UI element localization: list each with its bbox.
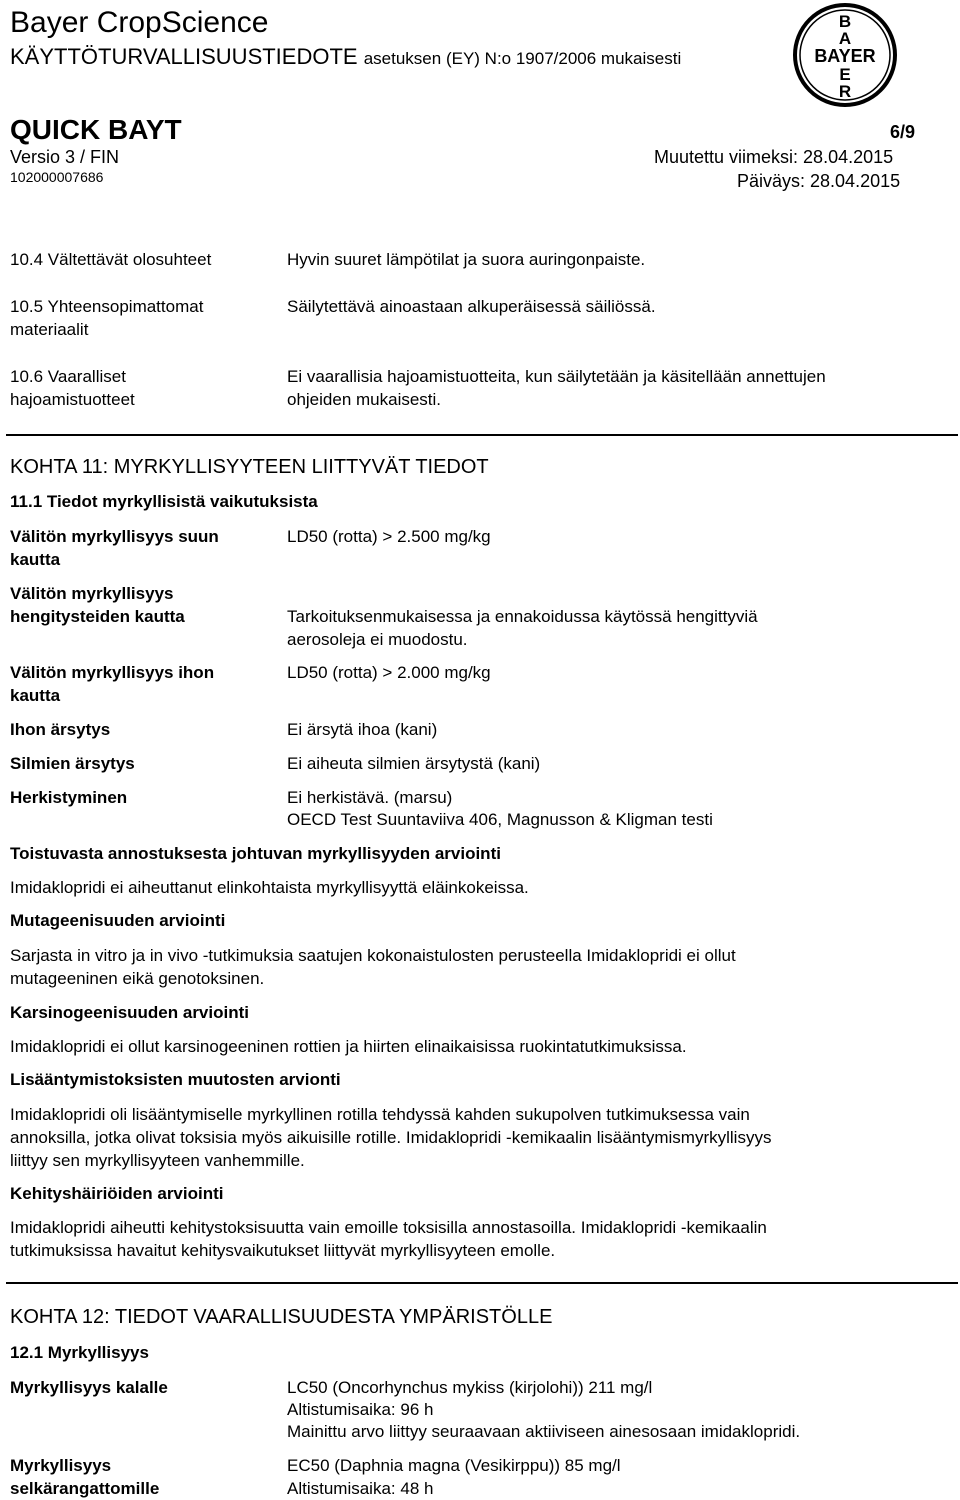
- row-label-10-6-line2: hajoamistuotteet: [10, 390, 135, 409]
- row-value-10-6-line1: Ei vaarallisia hajoamistuotteita, kun säilytetään ja käsitellään annettujen: [287, 367, 826, 386]
- repeated-dose-text: Imidaklopridi ei aiheuttanut elinkohtaista myrkyllisyyttä eläinkokeissa.: [10, 878, 529, 897]
- repeated-dose-heading: Toistuvasta annostuksesta johtuvan myrkyllisyyden arviointi: [10, 844, 501, 863]
- document-type: KÄYTTÖTURVALLISUUSTIEDOTE: [10, 44, 358, 69]
- document-title: [10, 44, 681, 70]
- row-label-10-4: 10.4 Vältettävät olosuhteet: [10, 250, 212, 269]
- product-name: QUICK BAYT: [10, 114, 182, 145]
- logo-letter-b: B: [838, 12, 852, 31]
- section-divider: [6, 434, 958, 436]
- tox-value-dermal: LD50 (rotta) > 2.000 mg/kg: [287, 663, 491, 682]
- reproductive-text-line2: annoksilla, jotka olivat toksisia myös aikuisille rotille. Imidaklopridi -kemikaalin lisääntymismyrkyllisyys: [10, 1128, 772, 1147]
- mutagenicity-text-line2: mutageeninen eikä genotoksinen.: [10, 969, 265, 988]
- row-label-10-5-line1: 10.5 Yhteensopimattomat: [10, 297, 204, 316]
- tox-label-inhalation-line1: Välitön myrkyllisyys: [10, 584, 174, 603]
- carcinogenicity-heading: Karsinogeenisuuden arviointi: [10, 1003, 249, 1022]
- tox-value-eye-irritation: Ei aiheuta silmien ärsytystä (kani): [287, 754, 541, 773]
- logo-letter-r: R: [838, 82, 852, 101]
- tox-value-oral: LD50 (rotta) > 2.500 mg/kg: [287, 527, 491, 546]
- reproductive-text-line3: liittyy sen myrkyllisyyteen vanhemmille.: [10, 1151, 305, 1170]
- version-info: Versio 3 / FIN: [10, 147, 120, 167]
- tox-label-dermal-line2: kautta: [10, 686, 61, 705]
- eco-value-fish-line2: Altistumisaika: 96 h: [287, 1400, 434, 1419]
- developmental-heading: Kehityshäiriöiden arviointi: [10, 1184, 224, 1203]
- tox-value-inhalation-line1: Tarkoituksenmukaisessa ja ennakoidussa käytössä hengittyviä: [287, 607, 758, 626]
- print-date: Päiväys: 28.04.2015: [737, 171, 901, 191]
- regulation-text: asetuksen (EY) N:o 1907/2006 mukaisesti: [363, 49, 682, 68]
- tox-label-eye-irritation: Silmien ärsytys: [10, 754, 135, 773]
- tox-value-skin-irritation: Ei ärsytä ihoa (kani): [287, 720, 438, 739]
- tox-label-skin-irritation: Ihon ärsytys: [10, 720, 111, 739]
- eco-label-invertebrates-line1: Myrkyllisyys: [10, 1456, 112, 1475]
- developmental-text-line2: tutkimuksissa havaitut kehitysvaikutukset liittyvät myrkyllisyyteen emolle.: [10, 1241, 556, 1260]
- row-value-10-6-line2: ohjeiden mukaisesti.: [287, 390, 442, 409]
- reproductive-text-line1: Imidaklopridi oli lisääntymiselle myrkyllinen rotilla tehdyssä kahden sukupolven tutkimuksessa vain: [10, 1105, 750, 1124]
- row-label-10-5-line2: materiaalit: [10, 320, 89, 339]
- tox-label-sensitization: Herkistyminen: [10, 788, 128, 807]
- row-value-10-5: Säilytettävä ainoastaan alkuperäisessä säiliössä.: [287, 297, 656, 316]
- row-label-10-6-line1: 10.6 Vaaralliset: [10, 367, 126, 386]
- eco-label-fish: Myrkyllisyys kalalle: [10, 1378, 168, 1397]
- tox-label-dermal-line1: Välitön myrkyllisyys ihon: [10, 663, 215, 682]
- section-12-title: KOHTA 12: TIEDOT VAARALLISUUDESTA YMPÄRISTÖLLE: [10, 1306, 553, 1328]
- tox-label-inhalation-line2: hengitysteiden kautta: [10, 607, 185, 626]
- page-number: 6/9: [890, 122, 916, 142]
- tox-value-sensitization-line2: OECD Test Suuntaviiva 406, Magnusson & Kligman testi: [287, 810, 713, 829]
- tox-label-oral-line2: kautta: [10, 550, 61, 569]
- section-11-title: KOHTA 11: MYRKYLLISYYTEEN LIITTYVÄT TIEDOT: [10, 456, 489, 478]
- row-value-10-4: Hyvin suuret lämpötilat ja suora auringonpaiste.: [287, 250, 646, 269]
- reproductive-heading: Lisääntymistoksisten muutosten arvionti: [10, 1070, 341, 1089]
- eco-value-fish-line1: LC50 (Oncorhynchus mykiss (kirjolohi)) 211 mg/l: [287, 1378, 653, 1397]
- bayer-cross-logo: [792, 2, 898, 108]
- tox-value-inhalation-line2: aerosoleja ei muodostu.: [287, 630, 468, 649]
- carcinogenicity-text: Imidaklopridi ei ollut karsinogeeninen rottien ja hiirten elinaikaisissa ruokintatutkimuksissa.: [10, 1037, 687, 1056]
- developmental-text-line1: Imidaklopridi aiheutti kehitystoksisuutta vain emoille toksisilla annostasoilla. Imidaklopridi -kemikaalin: [10, 1218, 767, 1237]
- tox-label-oral-line1: Välitön myrkyllisyys suun: [10, 527, 219, 546]
- logo-letter-e: E: [839, 65, 851, 84]
- document-number: 102000007686: [10, 169, 104, 185]
- mutagenicity-heading: Mutageenisuuden arviointi: [10, 911, 226, 930]
- company-name: Bayer CropScience: [10, 6, 269, 39]
- eco-value-invertebrates-line2: Altistumisaika: 48 h: [287, 1479, 434, 1498]
- modified-date: Muutettu viimeksi: 28.04.2015: [654, 147, 894, 167]
- section-11-1-subtitle: 11.1 Tiedot myrkyllisistä vaikutuksista: [10, 492, 318, 511]
- section-divider: [6, 1282, 958, 1284]
- logo-word-bayer: BAYER: [814, 46, 876, 66]
- eco-label-invertebrates-line2: selkärangattomille: [10, 1479, 160, 1498]
- eco-value-invertebrates-line1: EC50 (Daphnia magna (Vesikirppu)) 85 mg/l: [287, 1456, 621, 1475]
- logo-letter-a: A: [838, 29, 852, 48]
- mutagenicity-text-line1: Sarjasta in vitro ja in vivo -tutkimuksia saatujen kokonaistulosten perusteella Imidaklopridi ei ollut: [10, 946, 736, 965]
- eco-value-fish-line3: Mainittu arvo liittyy seuraavaan aktiiviseen ainesosaan imidaklopridi.: [287, 1422, 801, 1441]
- tox-value-sensitization-line1: Ei herkistävä. (marsu): [287, 788, 453, 807]
- section-12-1-subtitle: 12.1 Myrkyllisyys: [10, 1343, 149, 1362]
